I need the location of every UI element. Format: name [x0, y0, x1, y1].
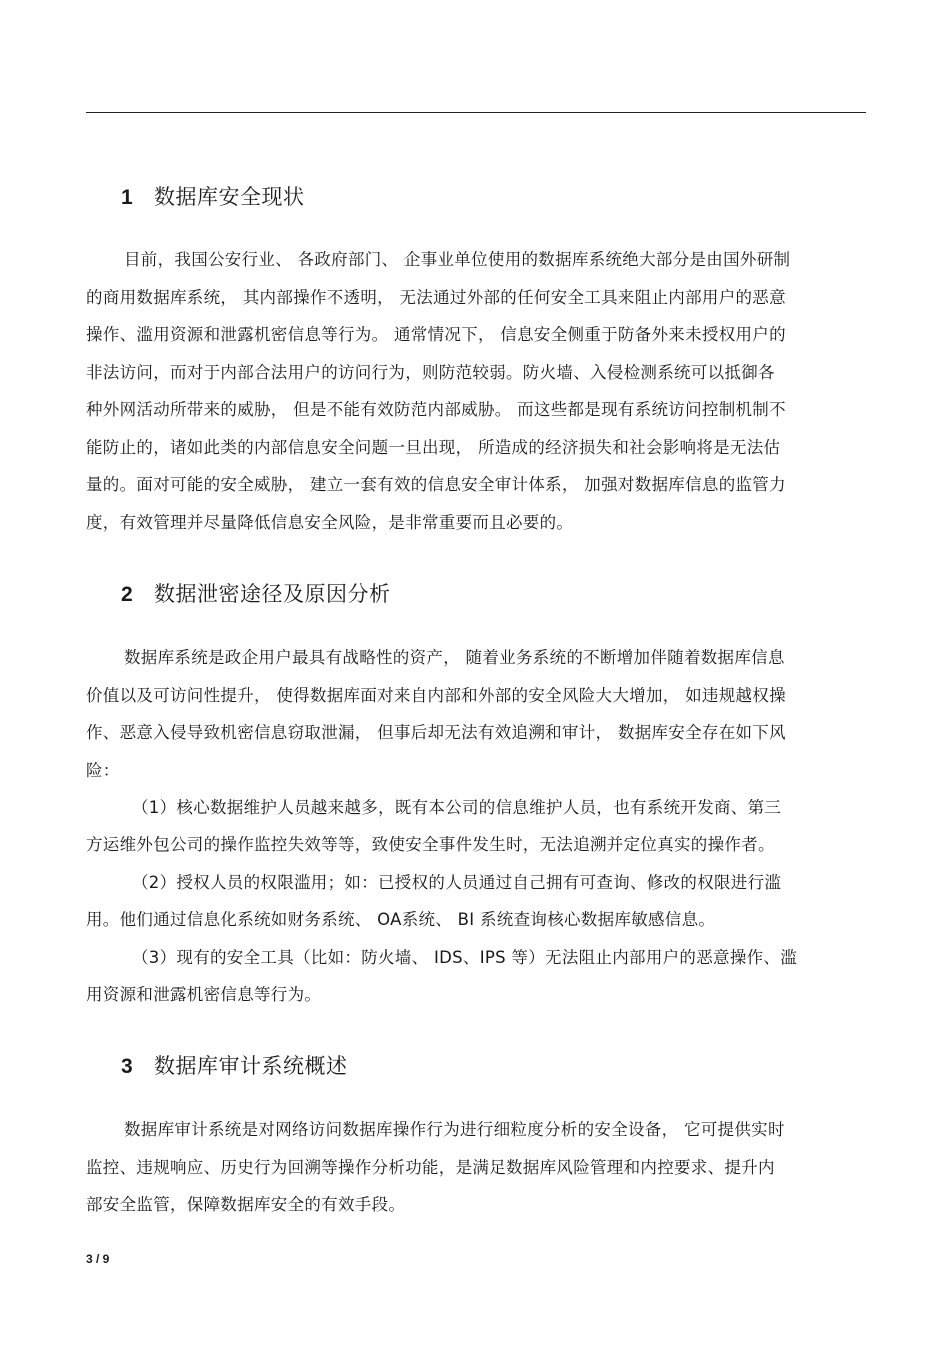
- paragraph-line: 险：: [86, 761, 120, 780]
- section-2-heading: [121, 578, 391, 608]
- section-number: 3: [121, 1055, 134, 1078]
- paragraph-line: 作、恶意入侵导致机密信息窃取泄漏， 但事后却无法有效追溯和审计， 数据库安全存在如下风: [86, 723, 786, 742]
- paragraph-line: 的商用数据库系统， 其内部操作不透明， 无法通过外部的任何安全工具来阻止内部用户的恶意: [86, 288, 786, 307]
- paragraph-line: 数据库系统是政企用户最具有战略性的资产， 随着业务系统的不断增加伴随着数据库信息: [124, 648, 785, 667]
- section-title: 数据库安全现状: [154, 185, 305, 209]
- list-item-line: （2）授权人员的权限滥用；如：已授权的人员通过自己拥有可查询、修改的权限进行滥: [132, 873, 782, 892]
- paragraph-line: 部安全监管，保障数据库安全的有效手段。: [86, 1195, 406, 1214]
- paragraph-line: 目前，我国公安行业、 各政府部门、 企事业单位使用的数据库系统绝大部分是由国外研制: [124, 250, 791, 269]
- list-item-line: （3）现有的安全工具（比如：防火墙、 IDS、IPS 等）无法阻止内部用户的恶意操作、滥: [132, 948, 798, 967]
- page-number: 3 / 9: [86, 1252, 110, 1266]
- paragraph-line: 量的。面对可能的安全威胁， 建立一套有效的信息安全审计体系， 加强对数据库信息的监管力: [86, 475, 786, 494]
- paragraph-line: 非法访问，而对于内部合法用户的访问行为，则防范较弱。防火墙、入侵检测系统可以抵御各: [86, 363, 775, 382]
- section-3-heading: [121, 1050, 348, 1080]
- paragraph-line: 数据库审计系统是对网络访问数据库操作行为进行细粒度分析的安全设备， 它可提供实时: [124, 1120, 785, 1139]
- paragraph-line: 度，有效管理并尽量降低信息安全风险，是非常重要而且必要的。: [86, 513, 574, 532]
- list-item-line: （1）核心数据维护人员越来越多，既有本公司的信息维护人员，也有系统开发商、第三: [132, 798, 782, 817]
- paragraph-line: 操作、滥用资源和泄露机密信息等行为。 通常情况下， 信息安全侧重于防备外来未授权用户的: [86, 325, 786, 344]
- paragraph-line: 种外网活动所带来的威胁， 但是不能有效防范内部威胁。 而这些都是现有系统访问控制机制不: [86, 400, 786, 419]
- paragraph-line: 价值以及可访问性提升， 使得数据库面对来自内部和外部的安全风险大大增加， 如违规越权操: [86, 686, 786, 705]
- section-title: 数据泄密途径及原因分析: [154, 582, 391, 606]
- section-number: 2: [121, 583, 134, 606]
- paragraph-line: 能防止的，诸如此类的内部信息安全问题一旦出现， 所造成的经济损失和社会影响将是无法估: [86, 438, 781, 457]
- paragraph-line: 监控、违规响应、历史行为回溯等操作分析功能，是满足数据库风险管理和内控要求、提升内: [86, 1158, 775, 1177]
- list-item-line: 方运维外包公司的操作监控失效等等，致使安全事件发生时，无法追溯并定位真实的操作者。: [86, 835, 775, 854]
- section-title: 数据库审计系统概述: [154, 1054, 348, 1078]
- section-1-heading: [121, 181, 305, 211]
- list-item-line: 用资源和泄露机密信息等行为。: [86, 985, 322, 1004]
- list-item-line: 用。他们通过信息化系统如财务系统、 OA系统、 BI 系统查询核心数据库敏感信息。: [86, 910, 716, 929]
- section-number: 1: [121, 186, 134, 209]
- header-rule: [86, 112, 866, 113]
